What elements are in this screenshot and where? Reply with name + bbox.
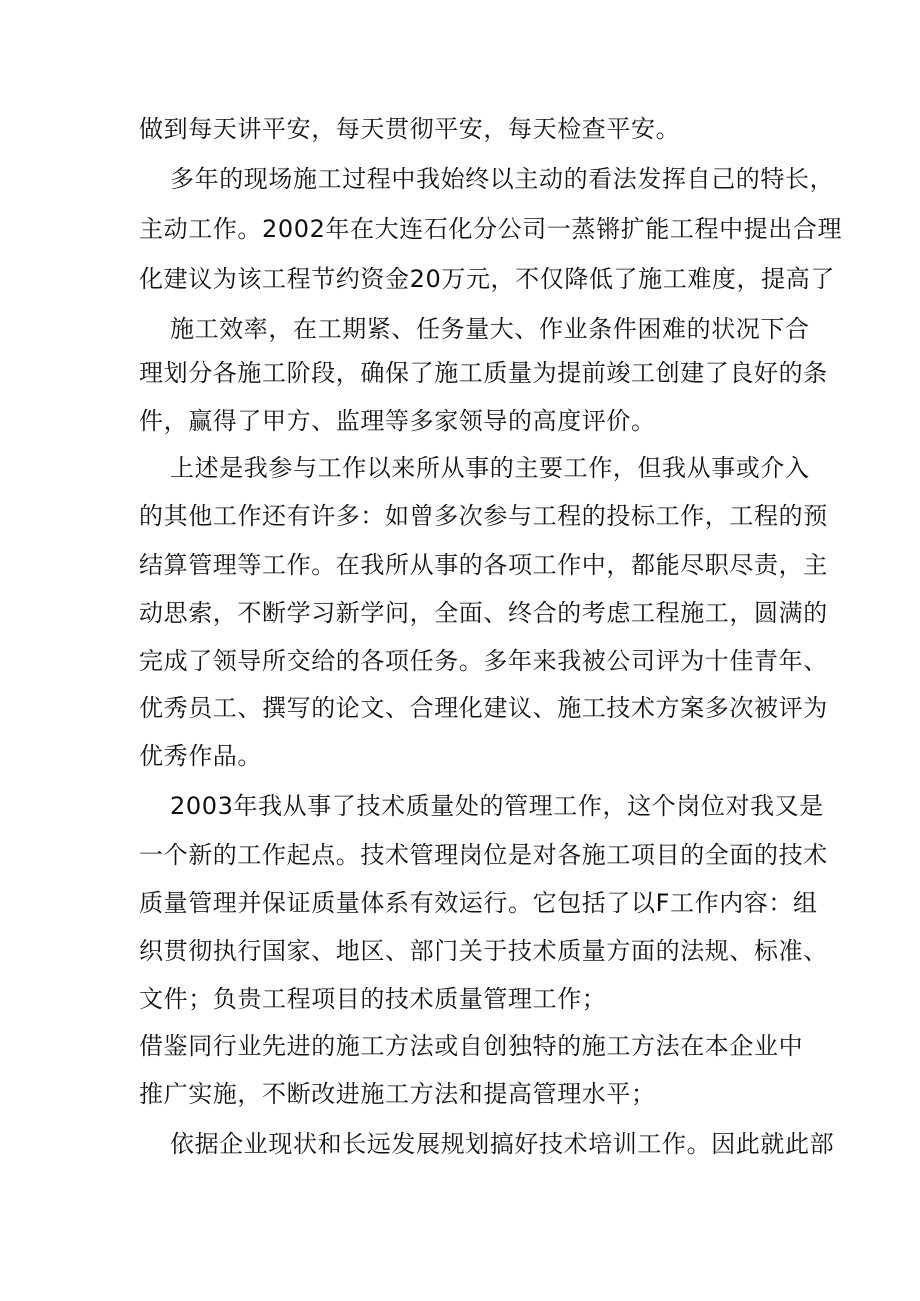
text-line: 完成了领导所交给的各项任务。多年来我被公司评为十佳青年、 — [139, 647, 828, 675]
text-line: 理划分各施工阶段，确保了施工质量为提前竣工创建了良好的条 — [139, 359, 828, 387]
text-line: 动思索，不断学习新学问，全面、终合的考虑工程施工，圆满的 — [139, 599, 828, 627]
text-line: 文件；负贵工程项目的技术质量管理工作； — [139, 985, 607, 1013]
text-line: 织贯彻执行国家、地区、部门关于技术质量方面的法规、标准、 — [139, 937, 828, 965]
text-line: 件，赢得了甲方、监理等多家领导的高度评价。 — [139, 407, 656, 435]
text-line: 一个新的工作起点。技术管理岗位是对各施工项目的全面的技术 — [139, 841, 828, 869]
text-line: 多年的现场施工过程中我始终以主动的看法发挥自己的特长， — [170, 165, 835, 193]
text-line: 的其他工作还有许多：如曾多次参与工程的投标工作，工程的预 — [139, 502, 828, 530]
text-line: 2003年我从事了技术质量处的管理工作，这个岗位对我又是 — [170, 792, 824, 820]
text-line: 优秀作品。 — [139, 742, 262, 770]
text-line: 主动工作。2002年在大连石化分公司一蒸锵扩能工程中提出合理 — [139, 215, 843, 243]
text-line: 优秀员工、撰写的论文、合理化建议、施工技术方案多次被评为 — [139, 694, 828, 722]
text-line: 上述是我参与工作以来所从事的主要工作，但我从事或介入 — [170, 454, 810, 482]
text-line: 结算管理等工作。在我所从事的各项工作中，都能尽职尽责，主 — [139, 551, 828, 579]
text-line: 推广实施，不断改进施工方法和提高管理水平； — [139, 1080, 656, 1108]
text-line: 依据企业现状和长远发展规划搞好技术培训工作。因此就此部 — [170, 1130, 835, 1158]
text-line: 质量管理并保证质量体系有效运行。它包括了以F工作内容：组 — [139, 889, 818, 917]
text-line: 施工效率，在工期紧、任务量大、作业条件困难的状况下合 — [170, 315, 810, 343]
text-line: 做到每天讲平安，每天贯彻平安，每天检查平安。 — [139, 115, 681, 143]
text-line: 借鉴同行业先进的施工方法或自创独特的施工方法在本企业中 — [139, 1032, 804, 1060]
text-line: 化建议为该工程节约资金20万元，不仅降低了施工难度，提高了 — [139, 265, 835, 293]
